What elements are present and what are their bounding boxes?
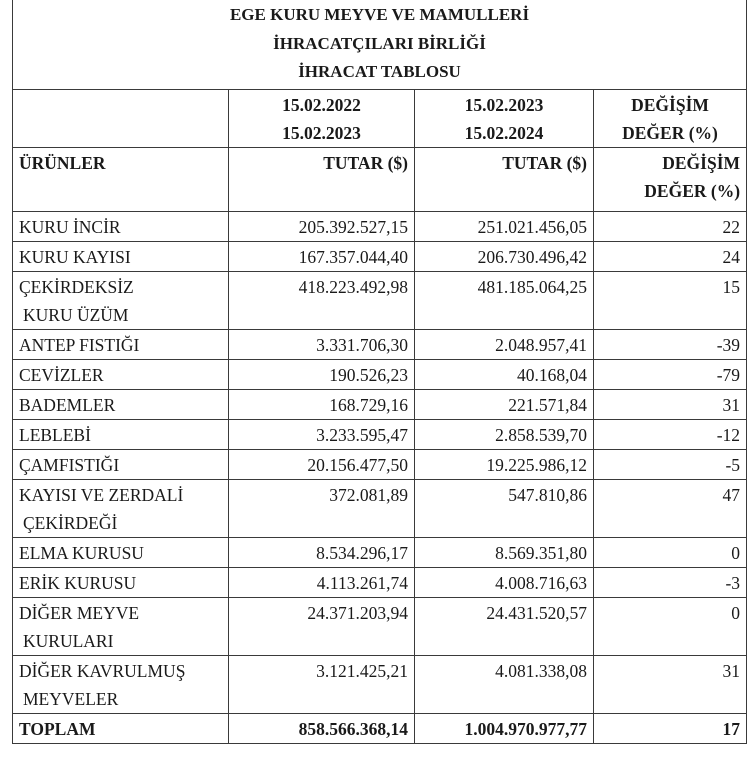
change-header [594,147,747,211]
title-line-3: İHRACAT TABLOSU [298,62,461,81]
change-top-line-2: DEĞER (%) [622,122,718,143]
total-row [13,713,747,743]
table-row [13,359,747,389]
period-2-header [415,89,594,147]
product-name-line: DİĞER MEYVE [19,602,140,623]
period-1-start: 15.02.2022 [282,94,361,115]
amount-2-cell: 206.730.496,42 [415,241,594,271]
change-cell: 31 [594,389,747,419]
product-name-line: KAYISI VE ZERDALİ [19,484,184,505]
amount-2-cell: 4.008.716,63 [415,567,594,597]
period-1-end: 15.02.2023 [282,122,361,143]
product-name-cell [13,655,229,713]
table-title-row [13,0,747,89]
change-cell: 22 [594,211,747,241]
period-2-end: 15.02.2024 [464,122,544,143]
amount-1-cell: 168.729,16 [229,389,415,419]
product-name-line: ANTEP FISTIĞI [19,334,140,355]
product-name-cell [13,271,229,329]
amount-2-cell: 24.431.520,57 [415,597,594,655]
product-name-line: BADEMLER [19,394,116,415]
change-header-line-1: DEĞİŞİM [662,152,741,173]
change-cell: 24 [594,241,747,271]
product-name-line: KURULARI [23,630,114,651]
product-name-cell [13,211,229,241]
amount-2-cell: 2.858.539,70 [415,419,594,449]
title-line-1: EGE KURU MEYVE VE MAMULLERİ [229,5,530,24]
amount-2-cell: 547.810,86 [415,479,594,537]
table-row [13,537,747,567]
title-line-2: İHRACATÇILARI BİRLİĞİ [273,33,486,53]
table-row [13,211,747,241]
column-header-row [13,147,747,211]
product-name-line: DİĞER KAVRULMUŞ [19,660,186,681]
change-header-line-2: DEĞER (%) [644,180,741,201]
product-name-line: LEBLEBİ [19,424,91,445]
change-top-header [594,89,747,147]
product-name-cell [13,329,229,359]
product-name-cell [13,449,229,479]
amount-1-header: TUTAR ($) [229,147,415,211]
product-name-cell [13,479,229,537]
amount-2-header: TUTAR ($) [415,147,594,211]
products-header: ÜRÜNLER [13,147,229,211]
change-cell: 31 [594,655,747,713]
product-name-cell [13,597,229,655]
amount-2-cell: 251.021.456,05 [415,211,594,241]
product-name-line: KURU KAYISI [19,246,131,267]
table-row [13,419,747,449]
change-cell: -12 [594,419,747,449]
amount-2-cell: 221.571,84 [415,389,594,419]
product-name-line: ERİK KURUSU [19,572,137,593]
change-top-line-1: DEĞİŞİM [631,94,709,115]
table-row [13,597,747,655]
table-row [13,567,747,597]
table-row [13,329,747,359]
table-row [13,271,747,329]
table-row [13,449,747,479]
amount-1-cell: 3.121.425,21 [229,655,415,713]
amount-1-cell: 24.371.203,94 [229,597,415,655]
table-row [13,479,747,537]
export-table [12,0,747,744]
amount-1-cell: 4.113.261,74 [229,567,415,597]
product-name-line: ELMA KURUSU [19,542,144,563]
product-name-line: CEVİZLER [19,364,104,385]
total-amount-1: 858.566.368,14 [229,713,415,743]
table-row [13,655,747,713]
amount-1-cell: 8.534.296,17 [229,537,415,567]
product-name-line: ÇAMFISTIĞI [19,454,120,475]
change-cell: 47 [594,479,747,537]
amount-2-cell: 2.048.957,41 [415,329,594,359]
change-cell: 0 [594,537,747,567]
amount-1-cell: 190.526,23 [229,359,415,389]
table-row [13,241,747,271]
change-cell: -79 [594,359,747,389]
product-name-cell [13,241,229,271]
table-title [13,0,747,89]
product-name-line: ÇEKİRDEKSİZ [19,276,134,297]
product-name-line: ÇEKİRDEĞİ [23,512,118,533]
product-name-cell [13,359,229,389]
table-row [13,389,747,419]
amount-1-cell: 167.357.044,40 [229,241,415,271]
change-cell: 0 [594,597,747,655]
product-name-line: MEYVELER [23,688,119,709]
change-cell: -3 [594,567,747,597]
total-label: TOPLAM [13,713,229,743]
total-amount-2: 1.004.970.977,77 [415,713,594,743]
amount-2-cell: 481.185.064,25 [415,271,594,329]
amount-1-cell: 3.233.595,47 [229,419,415,449]
amount-1-cell: 3.331.706,30 [229,329,415,359]
amount-2-cell: 19.225.986,12 [415,449,594,479]
period-header-row [13,89,747,147]
empty-header-cell [13,89,229,147]
change-cell: 15 [594,271,747,329]
amount-1-cell: 372.081,89 [229,479,415,537]
amount-2-cell: 8.569.351,80 [415,537,594,567]
total-change: 17 [594,713,747,743]
amount-1-cell: 20.156.477,50 [229,449,415,479]
product-name-cell [13,419,229,449]
product-name-line: KURU İNCİR [19,216,121,237]
product-name-cell [13,567,229,597]
amount-1-cell: 205.392.527,15 [229,211,415,241]
change-cell: -39 [594,329,747,359]
amount-2-cell: 40.168,04 [415,359,594,389]
amount-2-cell: 4.081.338,08 [415,655,594,713]
product-name-line: KURU ÜZÜM [23,304,129,325]
amount-1-cell: 418.223.492,98 [229,271,415,329]
product-name-cell [13,537,229,567]
period-1-header [229,89,415,147]
change-cell: -5 [594,449,747,479]
period-2-start: 15.02.2023 [464,94,544,115]
product-name-cell [13,389,229,419]
